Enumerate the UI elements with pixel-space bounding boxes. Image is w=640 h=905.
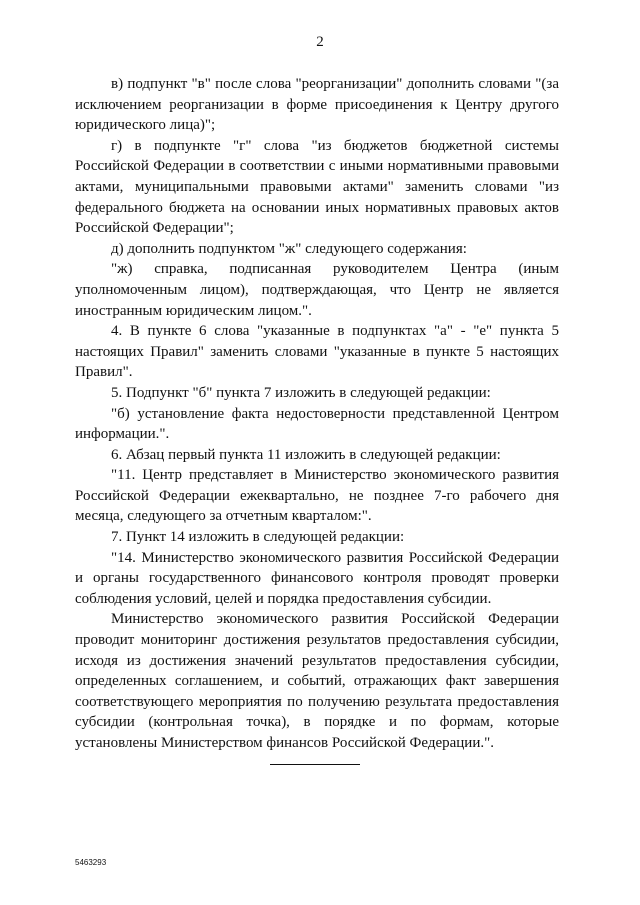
paragraph-subitem-g: г) в подпункте "г" слова "из бюджетов бюджетной системы Российской Федерации в соответствии с иными нормативными правовыми актами, муниципальными правовыми актами" заменить словами "из федерального бюджета на основании иных нормативных правовых актов Российской Федерации"; <box>75 137 559 237</box>
paragraph-item-14-text: "14. Министерство экономического развития Российской Федерации и органы государственного финансового контроля проводят проверки соблюдения условий, целей и порядка предоставления субсидии. <box>75 549 559 607</box>
page-number: 2 <box>316 34 324 50</box>
paragraph-subitem-d: д) дополнить подпунктом "ж" следующего содержания: <box>111 240 467 257</box>
paragraph-subitem-zh: "ж) справка, подписанная руководителем Центра (иным уполномоченным лицом), подтверждающая, что Центр не является иностранным юридическим лицом.". <box>75 261 559 319</box>
paragraph-item-4: 4. В пункте 6 слова "указанные в подпунктах "а" - "е" пункта 5 настоящих Правил" заменить словами "указанные в пункте 5 настоящих Правил". <box>75 323 559 381</box>
document-body <box>75 74 559 754</box>
end-separator-line <box>270 764 360 765</box>
paragraph-item-7: 7. Пункт 14 изложить в следующей редакции: <box>111 529 405 546</box>
paragraph-item-5: 5. Подпункт "б" пункта 7 изложить в следующей редакции: <box>111 384 491 401</box>
document-code: 5463293 <box>75 858 107 867</box>
paragraph-subitem-b: "б) установление факта недостоверности представленной Центром информации.". <box>75 405 559 443</box>
paragraph-subitem-v: в) подпункт "в" после слова "реорганизации" дополнить словами "(за исключением реорганизации в форме присоединения к Центру другого юридического лица)"; <box>75 76 559 134</box>
paragraph-monitoring: Министерство экономического развития Российской Федерации проводит мониторинг достижения результатов предоставления субсидии, исходя из достижения значений результатов предоставления субсидии, определенных соглашением, и событий, отражающих факт завершения соответствующего мероприятия по получению результата предоставления субсидии (контрольная точка), в порядке и по формам, которые установлены Министерством финансов Российской Федерации.". <box>75 611 559 751</box>
paragraph-item-6: 6. Абзац первый пункта 11 изложить в следующей редакции: <box>111 446 501 463</box>
paragraph-item-11-text: "11. Центр представляет в Министерство экономического развития Российской Федерации ежеквартально, не позднее 7-го рабочего дня месяца, следующего за отчетным кварталом:". <box>75 467 559 525</box>
